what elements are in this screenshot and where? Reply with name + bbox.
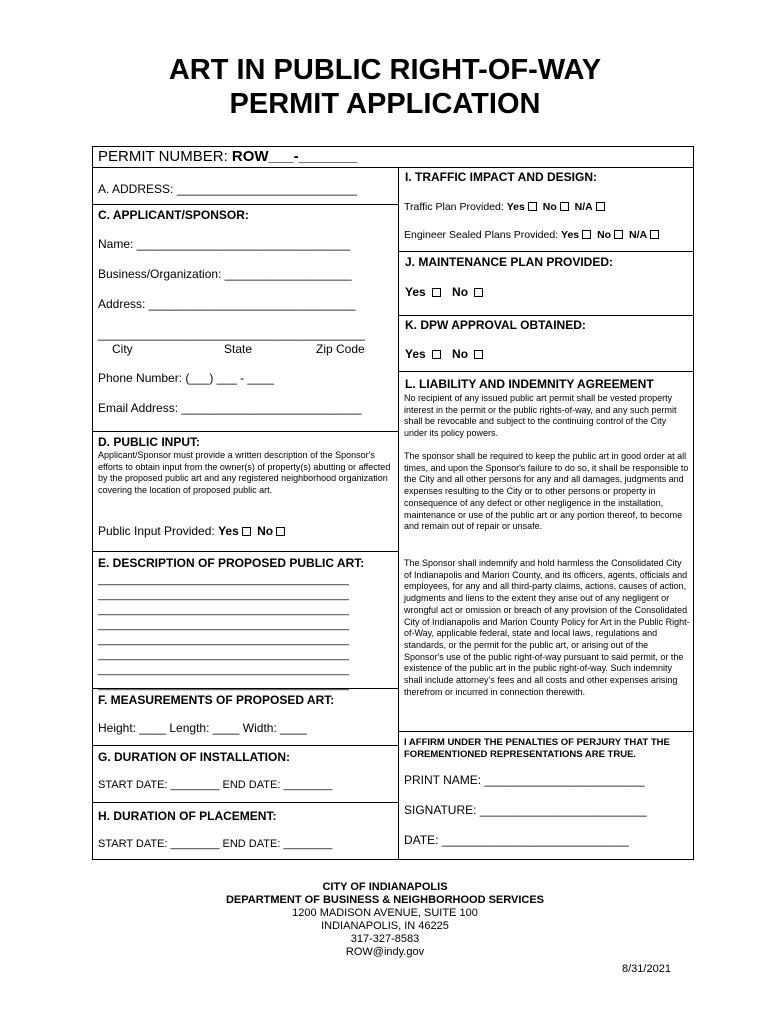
installation-dates[interactable]: START DATE: ________ END DATE: ________ (98, 779, 333, 791)
na-label: N/A (628, 229, 648, 241)
public-input-provided (98, 524, 288, 538)
phone-field[interactable]: Phone Number: (___) ___ - ____ (98, 371, 275, 385)
footer-email[interactable]: ROW@indy.gov (345, 946, 425, 958)
dpw-options (405, 347, 486, 361)
measurements-heading: F. MEASUREMENTS OF PROPOSED ART: (98, 693, 335, 707)
description-line[interactable]: _________________________________________ (98, 589, 349, 601)
maintenance-options (405, 285, 486, 299)
name-field[interactable]: Name: ________________________________ (98, 237, 351, 251)
traffic-no-checkbox[interactable] (560, 202, 569, 211)
form-title-line2: PERMIT APPLICATION (229, 88, 541, 120)
form-title-line1: ART IN PUBLIC RIGHT-OF-WAY (168, 54, 602, 86)
description-line[interactable]: _________________________________________ (98, 574, 349, 586)
applicant-address-field[interactable]: Address: _______________________________ (98, 297, 356, 311)
divider (398, 251, 694, 252)
traffic-yes-checkbox[interactable] (528, 202, 537, 211)
yes-label: Yes (405, 347, 426, 361)
measurements-fields[interactable]: Height: ____ Length: ____ Width: ____ (98, 721, 307, 735)
footer-phone: 317-327-8583 (350, 933, 420, 945)
no-label: No (257, 524, 274, 538)
city-label: City (112, 342, 133, 356)
public-input-heading: D. PUBLIC INPUT: (98, 435, 200, 449)
zip-label: Zip Code (316, 342, 365, 356)
divider (92, 745, 398, 746)
applicant-heading: C. APPLICANT/SPONSOR: (98, 208, 249, 222)
footer-street: 1200 MADISON AVENUE, SUITE 100 (292, 907, 478, 919)
public-input-provided-label: Public Input Provided: (98, 524, 215, 538)
address-field[interactable]: A. ADDRESS: ___________________________ (98, 182, 357, 196)
liability-paragraph-3: The Sponsor shall indemnify and hold harmless the Consolidated City of Indianapolis and Marion County, and its officers, agents, officials and employees, for any and all third-party claims, actions, causes of action, judgments and liens to the extent they arise out of any negligent or wrongful act or omission or breach of any provision of the Consolidated City of Indianapolis and Marion County Policy for Art in the Public Right-of-Way, applicable federal, state and local laws, regulations and standards, or the permit for the public art, or arising out of the Sponsor's use of the public right-of-way pursuant to said permit, or the existence of the public art in the public right-of-way. Such indemnity shall include attorney's fees and all costs and other expenses arising therefrom or incurred in connection therewith. (404, 558, 690, 697)
footer-city: CITY OF INDIANAPOLIS (322, 881, 448, 893)
traffic-heading: I. TRAFFIC IMPACT AND DESIGN: (405, 170, 597, 184)
divider (92, 802, 398, 803)
yes-label: Yes (218, 524, 239, 538)
description-line[interactable]: _________________________________________ (98, 664, 349, 676)
description-line[interactable]: _________________________________________ (98, 604, 349, 616)
print-name-field[interactable]: PRINT NAME: ________________________ (404, 773, 645, 787)
yes-label: Yes (405, 285, 426, 299)
affirmation: I AFFIRM UNDER THE PENALTIES OF PERJURY THAT THE FOREMENTIONED REPRESENTATIONS ARE TRUE. (404, 737, 670, 760)
public-input-yes-checkbox[interactable] (242, 527, 251, 536)
yes-label: Yes (506, 201, 525, 213)
description-line[interactable]: _________________________________________ (98, 619, 349, 631)
permit-number-label: PERMIT NUMBER: (98, 148, 228, 165)
liability-paragraph-2: The sponsor shall be required to keep the public art in good order at all times, and upon the Sponsor's failure to do so, it shall be responsible to the City and all other persons for any and all damages, judgments and expenses resulting to the City or to other persons or property in consequence of any defect or other negligence in the installation, maintenance or use of the public art or any portion thereof, to become and remain out of repair or unsafe. (404, 451, 689, 532)
description-line[interactable]: _________________________________________ (98, 649, 349, 661)
engineer-plans-label: Engineer Sealed Plans Provided: (404, 229, 559, 241)
state-label: State (224, 342, 253, 356)
divider (92, 431, 398, 432)
maintenance-no-checkbox[interactable] (474, 288, 483, 297)
dpw-no-checkbox[interactable] (474, 350, 483, 359)
engineer-no-checkbox[interactable] (614, 230, 623, 239)
divider (92, 204, 398, 205)
public-input-no-checkbox[interactable] (276, 527, 285, 536)
placement-heading: H. DURATION OF PLACEMENT: (98, 809, 277, 823)
dpw-heading: K. DPW APPROVAL OBTAINED: (405, 318, 586, 332)
divider (398, 315, 694, 316)
na-label: N/A (574, 201, 593, 213)
engineer-yes-checkbox[interactable] (582, 230, 591, 239)
divider (398, 371, 694, 372)
divider (398, 731, 694, 732)
permit-number-field[interactable] (98, 148, 357, 165)
maintenance-yes-checkbox[interactable] (432, 288, 441, 297)
placement-dates[interactable]: START DATE: ________ END DATE: ________ (98, 838, 333, 850)
no-label: No (452, 347, 469, 361)
liability-heading: L. LIABILITY AND INDEMNITY AGREEMENT (405, 377, 654, 391)
engineer-plans-row (404, 229, 662, 241)
address-line2-field[interactable]: ________________________________________ (98, 327, 365, 341)
maintenance-heading: J. MAINTENANCE PLAN PROVIDED: (405, 255, 614, 269)
liability-paragraph-1: No recipient of any issued public art permit shall be vested property interest in the permit or the public rights-of-way, and any such permit shall be revocable and subject to the continuing control of the City under its policy powers. (404, 393, 677, 439)
divider (92, 167, 694, 168)
signature-field[interactable]: SIGNATURE: _________________________ (404, 803, 647, 817)
description-heading: E. DESCRIPTION OF PROPOSED PUBLIC ART: (98, 556, 365, 570)
traffic-na-checkbox[interactable] (596, 202, 605, 211)
footer-city-state: INDIANAPOLIS, IN 46225 (321, 920, 449, 932)
yes-label: Yes (561, 229, 580, 241)
business-field[interactable]: Business/Organization: ___________________ (98, 267, 352, 281)
public-input-instructions: Applicant/Sponsor must provide a written description of the Sponsor's efforts to obtain input from the owner(s) of property(s) abutting or affected by the proposed public art and any registered neighborhood organization covering the location of proposed public art. (98, 450, 391, 496)
no-label: No (542, 201, 557, 213)
column-divider (398, 167, 399, 860)
divider (92, 551, 398, 552)
description-line[interactable]: _________________________________________ (98, 679, 349, 691)
no-label: No (452, 285, 469, 299)
permit-number-value: ROW___-_______ (231, 148, 357, 165)
revision-date: 8/31/2021 (622, 963, 671, 975)
footer-department: DEPARTMENT OF BUSINESS & NEIGHBORHOOD SERVICES (225, 894, 545, 906)
email-field[interactable]: Email Address: ___________________________ (98, 401, 362, 415)
engineer-na-checkbox[interactable] (650, 230, 659, 239)
dpw-yes-checkbox[interactable] (432, 350, 441, 359)
installation-heading: G. DURATION OF INSTALLATION: (98, 750, 290, 764)
date-field[interactable]: DATE: ____________________________ (404, 833, 629, 847)
no-label: No (597, 229, 612, 241)
description-line[interactable]: _________________________________________ (98, 634, 349, 646)
traffic-plan-label: Traffic Plan Provided: (404, 201, 504, 213)
traffic-plan-row (404, 201, 608, 213)
